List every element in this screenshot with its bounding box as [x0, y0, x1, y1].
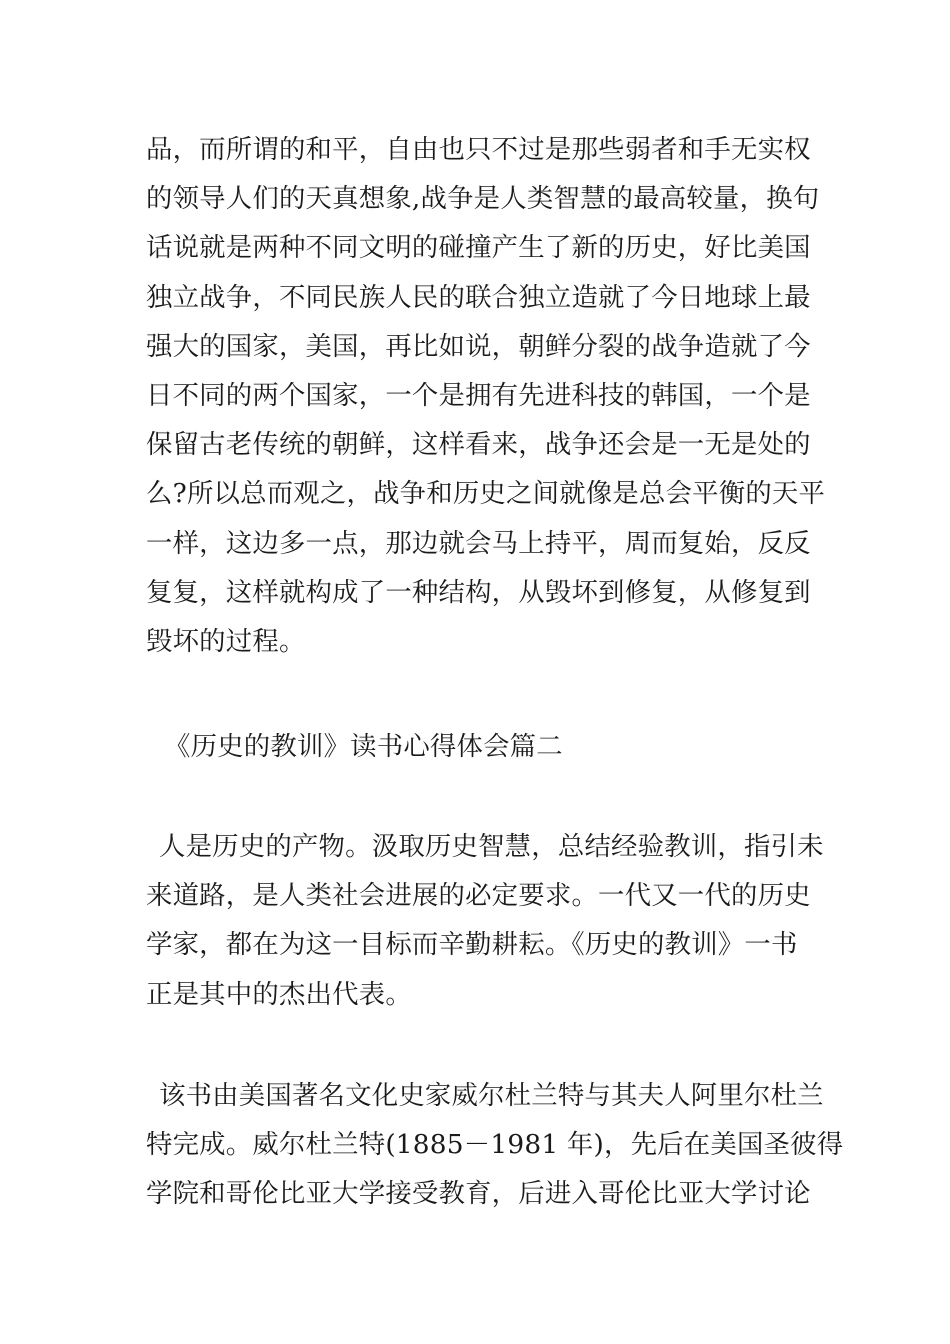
text-line: 的领导人们的天真想象,战争是人类智慧的最高较量，换句	[146, 183, 820, 215]
section-heading-text: 《历史的教训》读书心得体会篇二	[164, 731, 563, 762]
text-line: 么?所以总而观之，战争和历史之间就像是总会平衡的天平	[146, 478, 826, 510]
text-line: 日不同的两个国家，一个是拥有先进科技的韩国，一个是	[146, 379, 811, 411]
paragraph-intro	[146, 822, 824, 1019]
text-line: 一样，这边多一点，那边就会马上持平，周而复始，反反	[146, 527, 811, 559]
text-line: 复复，这样就构成了一种结构，从毁坏到修复，从修复到	[146, 576, 811, 608]
text-line: 独立战争，不同民族人民的联合独立造就了今日地球上最	[146, 281, 811, 313]
text-line: 保留古老传统的朝鲜，这样看来，战争还会是一无是处的	[146, 429, 811, 461]
paragraph-war-and-history	[146, 125, 826, 666]
text-line: 特完成。威尔杜兰特(1885－1981 年)，先后在美国圣彼得	[146, 1129, 844, 1161]
text-line: 该书由美国著名文化史家威尔杜兰特与其夫人阿里尔杜兰	[159, 1080, 824, 1111]
text-line: 人是历史的产物。汲取历史智慧，总结经验教训，指引未	[159, 831, 824, 862]
text-line: 学院和哥伦比亚大学接受教育，后进入哥伦比亚大学讨论	[146, 1178, 811, 1210]
section-heading	[146, 722, 816, 771]
text-line: 话说就是两种不同文明的碰撞产生了新的历史，好比美国	[146, 232, 811, 264]
text-line: 学家，都在为这一目标而辛勤耕耘。《历史的教训》一书	[146, 929, 798, 961]
text-line: 来道路，是人类社会进展的必定要求。一代又一代的历史	[146, 880, 811, 912]
text-line: 毁坏的过程。	[146, 625, 306, 657]
text-line: 品，而所谓的和平，自由也只不过是那些弱者和手无实权	[146, 134, 811, 165]
text-line: 正是其中的杰出代表。	[146, 978, 412, 1010]
paragraph-authors	[146, 1071, 844, 1219]
text-line: 强大的国家，美国，再比如说，朝鲜分裂的战争造就了今	[146, 330, 811, 362]
